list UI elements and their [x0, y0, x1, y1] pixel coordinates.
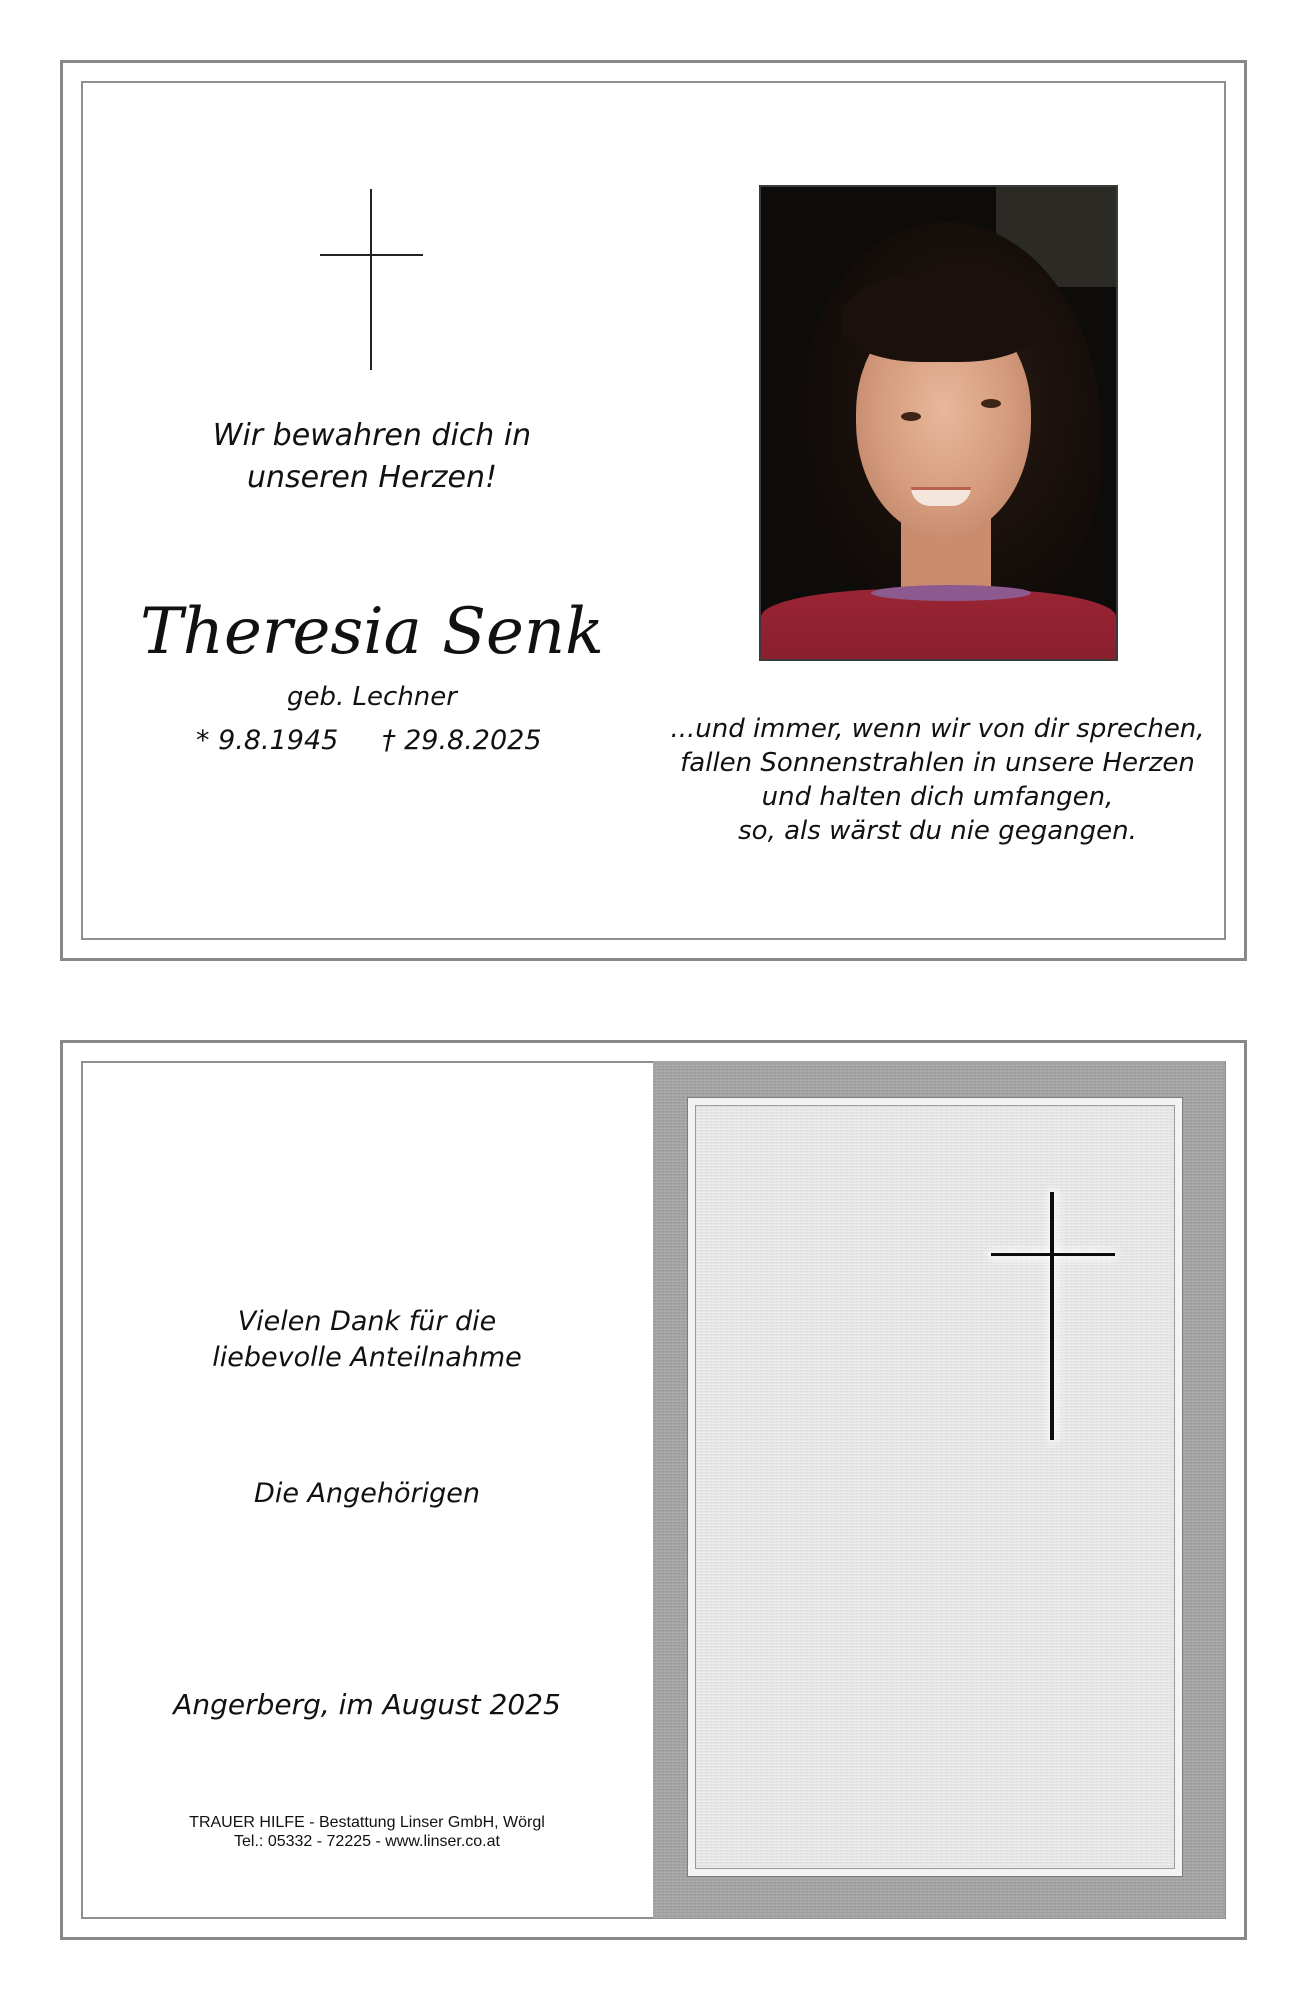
maiden-name: geb. Lechner: [287, 682, 457, 712]
thanks-line-2: liebevolle Anteilnahme: [212, 1342, 522, 1373]
poem-line-4: so, als wärst du nie gegangen.: [738, 816, 1137, 846]
birth-date: * 9.8.1945: [196, 725, 339, 756]
portrait-photo: [759, 185, 1118, 661]
signature: Die Angehörigen: [254, 1478, 480, 1509]
death-date: † 29.8.2025: [382, 725, 542, 756]
funeral-home-line-2: Tel.: 05332 - 72225 - www.linser.co.at: [234, 1833, 500, 1850]
poem-line-2: fallen Sonnenstrahlen in unsere Herzen: [680, 748, 1195, 778]
deceased-name: Theresia Senk: [140, 595, 604, 669]
decorative-panel: [653, 1061, 1225, 1918]
place-and-date: Angerberg, im August 2025: [173, 1688, 561, 1721]
poem-line-1: ...und immer, wenn wir von dir sprechen,: [670, 714, 1205, 744]
poem-line-3: und halten dich umfangen,: [761, 782, 1114, 812]
thanks-line-1: Vielen Dank für die: [237, 1306, 497, 1337]
latin-cross-icon: [320, 189, 423, 370]
funeral-home-line-1: TRAUER HILFE - Bestattung Linser GmbH, Wörgl: [189, 1814, 545, 1831]
latin-cross-icon: [991, 1192, 1115, 1440]
verse-line-1: Wir bewahren dich in: [212, 418, 532, 453]
verse-line-2: unseren Herzen!: [246, 460, 498, 495]
